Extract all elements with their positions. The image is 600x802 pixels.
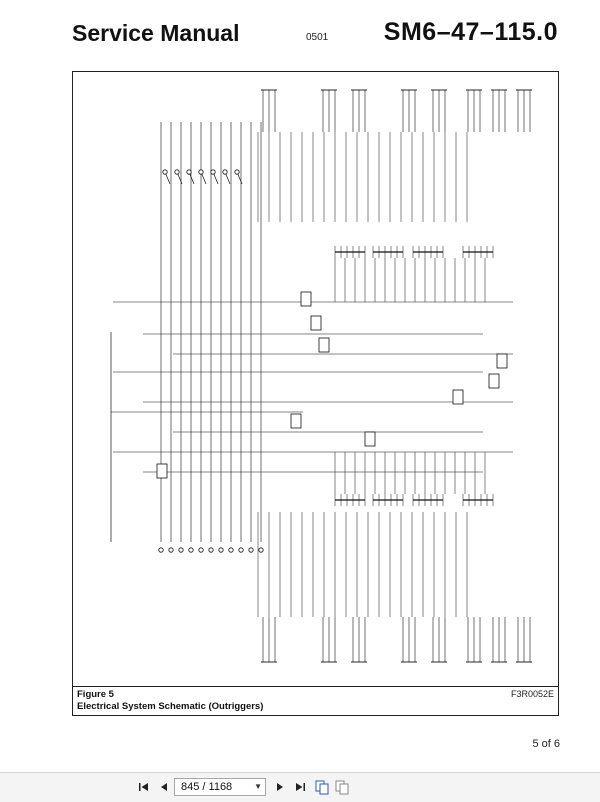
figure-title: Electrical System Schematic (Outriggers) — [77, 701, 264, 712]
connector-block — [157, 464, 167, 478]
terminal-circle — [199, 548, 203, 552]
terminal-circle — [229, 548, 233, 552]
terminal-circle — [219, 548, 223, 552]
terminal-circle — [175, 170, 179, 174]
figure-label: Figure 5 — [77, 689, 114, 700]
page-number-field[interactable] — [174, 778, 266, 796]
next-page-icon[interactable] — [272, 779, 288, 795]
terminal-circle — [259, 548, 263, 552]
single-page-view-icon[interactable] — [314, 779, 330, 795]
last-page-icon[interactable] — [292, 779, 308, 795]
connector-block — [497, 354, 507, 368]
terminal-circle — [223, 170, 227, 174]
terminal-circle — [199, 170, 203, 174]
document-number: SM6–47–115.0 — [383, 18, 558, 46]
prev-page-icon[interactable] — [156, 779, 172, 795]
terminal-circle — [209, 548, 213, 552]
terminal-circle — [235, 170, 239, 174]
connector-block — [291, 414, 301, 428]
terminal-circle — [159, 548, 163, 552]
connector-block — [311, 316, 321, 330]
terminal-circle — [189, 548, 193, 552]
terminal-circle — [249, 548, 253, 552]
terminal-circle — [211, 170, 215, 174]
terminal-circle — [187, 170, 191, 174]
first-page-icon[interactable] — [136, 779, 152, 795]
manual-title: Service Manual — [72, 20, 240, 46]
figure-reference: F3R0052E — [510, 689, 554, 699]
terminal-circle — [169, 548, 173, 552]
terminal-circle — [239, 548, 243, 552]
connector-block — [319, 338, 329, 352]
chevron-down-icon[interactable]: ▼ — [254, 782, 262, 791]
terminal-circle — [179, 548, 183, 552]
page-footer: 5 of 6 — [532, 738, 560, 750]
terminal-circle — [163, 170, 167, 174]
caption-divider — [73, 686, 558, 687]
manual-code: 0501 — [306, 32, 329, 43]
page-number-value: 845 / 1168 — [181, 781, 233, 793]
connector-block — [453, 390, 463, 404]
viewer-toolbar — [0, 772, 600, 802]
figure-frame — [72, 71, 559, 716]
connector-block — [489, 374, 499, 388]
two-page-view-icon[interactable] — [334, 779, 350, 795]
connector-block — [365, 432, 375, 446]
electrical-schematic — [73, 72, 557, 687]
connector-block — [301, 292, 311, 306]
